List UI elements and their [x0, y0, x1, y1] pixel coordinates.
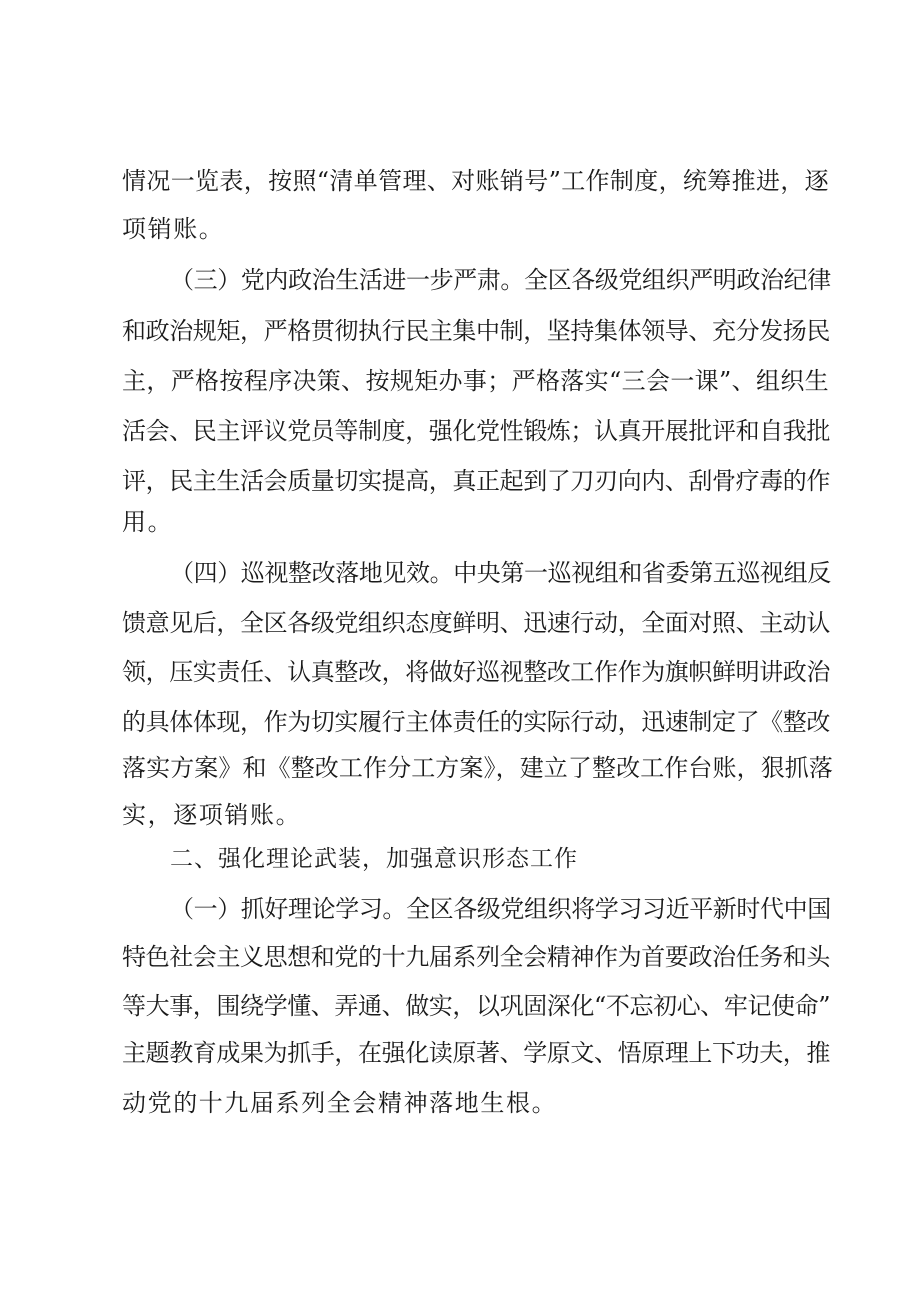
text-line: 用。: [122, 508, 174, 536]
text-line: 和政治规矩，严格贯彻执行民主集中制，坚持集体领导、充分发扬民: [122, 317, 830, 345]
text-line: 评，民主生活会质量切实提高，真正起到了刀刃向内、刮骨疗毒的作: [122, 467, 830, 495]
text-line: 活会、民主评议党员等制度，强化党性锻炼；认真开展批评和自我批: [122, 417, 830, 445]
text-line: 馈意见后，全区各级党组织态度鲜明、迅速行动，全面对照、主动认: [122, 609, 830, 637]
section-heading: 二、强化理论武装，加强意识形态工作: [170, 846, 578, 872]
text-line: 主题教育成果为抓手，在强化读原著、学原文、悟原理上下功夫，推: [122, 1039, 830, 1067]
text-line: 领，压实责任、认真整改，将做好巡视整改工作作为旗帜鲜明讲政治: [122, 658, 830, 686]
text-line: 主，严格按程序决策、按规矩办事；严格落实“三会一课”、组织生: [122, 367, 830, 395]
text-line: 特色社会主义思想和党的十九届系列全会精神作为首要政治任务和头: [122, 943, 830, 971]
text-line: 落实方案》和《整改工作分工方案》，建立了整改工作台账，狠抓落: [122, 754, 833, 782]
text-line: 动党的十九届系列全会精神落地生根。: [122, 1089, 558, 1117]
text-line: 项销账。: [122, 215, 225, 243]
text-line: 等大事，围绕学懂、弄通、做实，以巩固深化“不忘初心、牢记使命”: [122, 992, 831, 1020]
paragraph-start-line: （一）抓好理论学习。全区各级党组织将学习习近平新时代中国: [170, 895, 831, 923]
paragraph-start-line: （四）巡视整改落地见效。中央第一巡视组和省委第五巡视组反: [170, 559, 831, 587]
text-line: 情况一览表，按照“清单管理、对账销号”工作制度，统筹推进，逐: [122, 167, 830, 195]
text-line: 实，逐项销账。: [122, 801, 302, 829]
paragraph-start-line: （三）党内政治生活进一步严肃。全区各级党组织严明政治纪律: [170, 266, 831, 294]
text-line: 的具体体现，作为切实履行主体责任的实际行动，迅速制定了《整改: [122, 708, 830, 736]
